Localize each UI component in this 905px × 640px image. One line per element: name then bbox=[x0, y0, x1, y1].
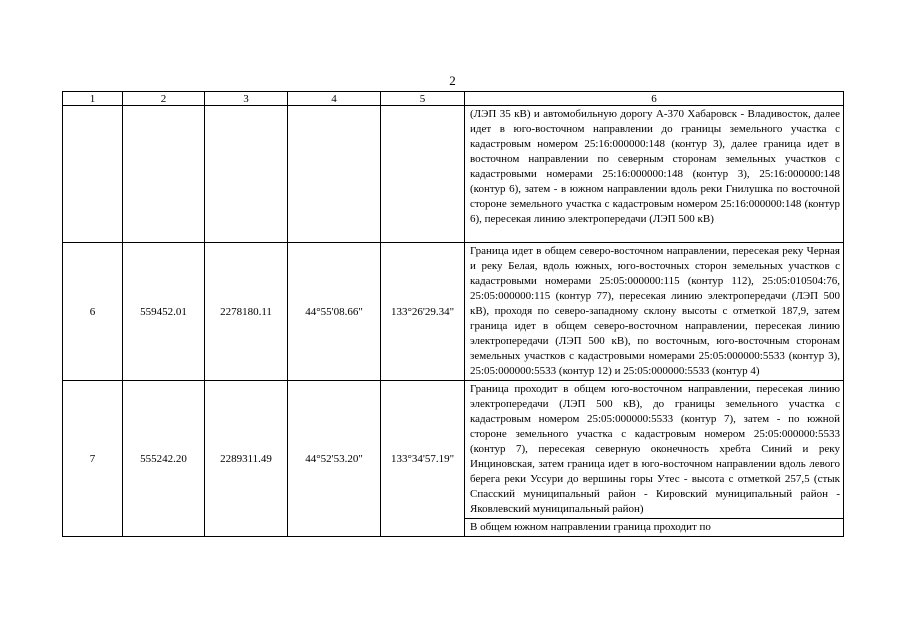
header-col-1: 1 bbox=[63, 92, 123, 106]
row-0-col-1 bbox=[63, 106, 123, 243]
row-3-description: В общем южном направлении граница проходит по bbox=[465, 519, 844, 537]
row-1-col-1: 6 bbox=[63, 243, 123, 381]
row-0-col-3 bbox=[205, 106, 288, 243]
header-col-2: 2 bbox=[123, 92, 205, 106]
page-number: 2 bbox=[449, 73, 456, 88]
row-2-col-3: 2289311.49 bbox=[205, 381, 288, 537]
row-2-col-1: 7 bbox=[63, 381, 123, 537]
header-col-5: 5 bbox=[381, 92, 465, 106]
row-2-col-4: 44°52'53.20" bbox=[288, 381, 381, 537]
row-1-col-3: 2278180.11 bbox=[205, 243, 288, 381]
row-2-description: Граница проходит в общем юго-восточном направлении, пересекая линию электропередачи (ЛЭП 500 кВ), до границы земельного участка с кадастровым номером 25:05:000000:5533 (контур 7), затем - по южной стороне земельного участка с кадастровым номером 25:05:000000:5533 (контур 7), пересекая северную оконечность хребта Синий и реку Инциновская, затем граница идет в юго-восточном направлении вдоль левого берега реки Уссури до вершины горы Утес - высота с отметкой 257,5 (стык Спасский муниципальный район - Кировский муниципальный район - Яковлевский муниципальный район) bbox=[465, 381, 844, 519]
row-1-col-4: 44°55'08.66" bbox=[288, 243, 381, 381]
row-0-col-5 bbox=[381, 106, 465, 243]
table-header-row bbox=[63, 92, 844, 106]
table-row bbox=[63, 106, 844, 243]
row-1-col-2: 559452.01 bbox=[123, 243, 205, 381]
header-col-6: 6 bbox=[465, 92, 844, 106]
row-2-col-5: 133°34'57.19" bbox=[381, 381, 465, 537]
table-row bbox=[63, 243, 844, 381]
row-2-col-2: 555242.20 bbox=[123, 381, 205, 537]
row-1-description: Граница идет в общем северо-восточном направлении, пересекая реку Черная и реку Белая, вдоль южных, юго-восточных сторон земельных участков с кадастровыми номерами 25:05:000000:115 (контур 112), 25:05:010504:76, 25:05:000000:115 (контур 77), пересекая линию электропередачи (ЛЭП 500 кВ), проходя по северо-западному склону высоты с отметкой 187,9, затем граница идет в общем северо-восточном направлении, пересекая линию электропередачи (ЛЭП 500 кВ), по восточным, юго-восточным сторонам земельных участков с кадастровыми номерами 25:05:000000:5533 (контур 3), 25:05:000000:5533 (контур 12) и 25:05:000000:5533 (контур 4) bbox=[465, 243, 844, 381]
header-col-3: 3 bbox=[205, 92, 288, 106]
row-1-col-5: 133°26'29.34" bbox=[381, 243, 465, 381]
row-0-col-4 bbox=[288, 106, 381, 243]
boundary-table bbox=[62, 91, 844, 537]
row-0-description: (ЛЭП 35 кВ) и автомобильную дорогу А-370 Хабаровск - Владивосток, далее идет в юго-восточном направлении до границы земельного участка с кадастровым номером 25:16:000000:148 (контур 3), далее граница идет в восточном направлении по северным сторонам земельных участков с кадастровыми номерами 25:16:000000:148 (контур 3), 25:16:000000:148 (контур 6), затем - в южном направлении вдоль реки Гнилушка по восточной стороне земельного участка с кадастровым номером 25:16:000000:148 (контур 6), пересекая линию электропередачи (ЛЭП 500 кВ) bbox=[465, 106, 844, 243]
header-col-4: 4 bbox=[288, 92, 381, 106]
row-0-col-2 bbox=[123, 106, 205, 243]
